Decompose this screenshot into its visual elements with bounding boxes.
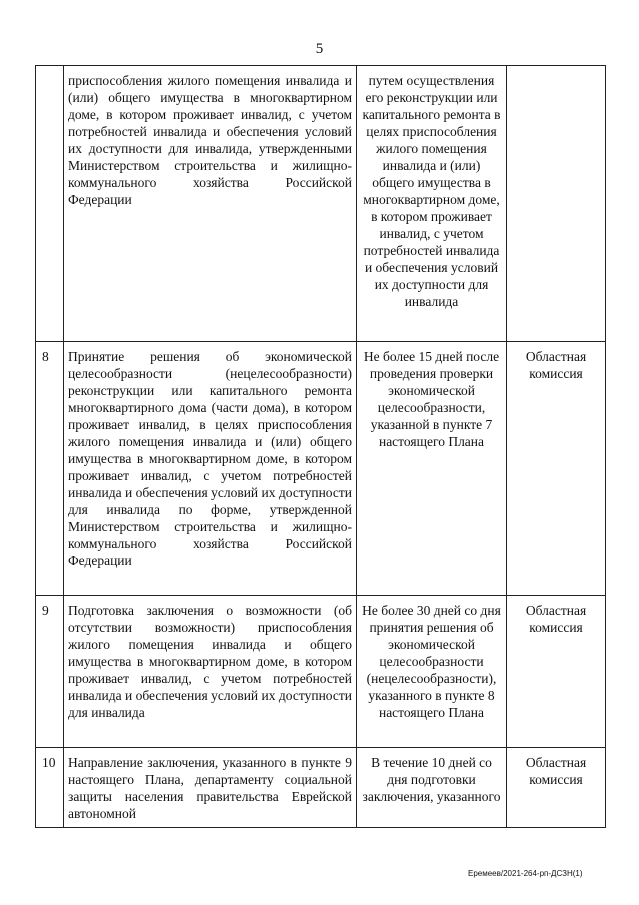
executor: Областная комиссия	[507, 342, 606, 596]
table-row	[36, 66, 606, 342]
row-number: 10	[36, 748, 64, 828]
action-description: Принятие решения об экономической целесообразности (нецелесообразности) реконструкции или капитального ремонта многоквартирного дома (части дома), в котором проживает инвалид, в целях приспособления жилого помещения инвалида и (или) общего имущества в многоквартирном доме, в котором проживает инвалид, с учетом потребностей инвалида и обеспечения условий их доступности для инвалида по форме, утвержденной Министерством строительства и жилищно-коммунального хозяйства Российской Федерации	[64, 342, 357, 596]
row-number: 8	[36, 342, 64, 596]
deadline: Не более 30 дней со дня принятия решения об экономической целесообразности (нецелесообразности), указанного в пункте 8 настоящего Плана	[357, 596, 507, 748]
executor	[507, 66, 606, 342]
deadline: путем осуществления его реконструкции или капитального ремонта в целях приспособления жилого помещения инвалида и (или) общего имущества в многоквартирном доме, в котором проживает инвалид, с учетом потребностей инвалида и обеспечения условий их доступности для инвалида	[357, 66, 507, 342]
deadline: В течение 10 дней со дня подготовки заключения, указанного	[357, 748, 507, 828]
executor: Областная комиссия	[507, 748, 606, 828]
table-row	[36, 748, 606, 828]
action-description: приспособления жилого помещения инвалида и (или) общего имущества в многоквартирном доме, в котором проживает инвалид, с учетом потребностей инвалида и обеспечения условий их доступности для инвалида, утвержденными Министерством строительства и жилищно-коммунального хозяйства Российской Федерации	[64, 66, 357, 342]
plan-table	[35, 65, 606, 828]
page-number: 5	[315, 41, 324, 57]
deadline: Не более 15 дней после проведения проверки экономической целесообразности, указанной в пункте 7 настоящего Плана	[357, 342, 507, 596]
table-row	[36, 342, 606, 596]
action-description: Направление заключения, указанного в пункте 9 настоящего Плана, департаменту социальной защиты населения правительства Еврейской автономной	[64, 748, 357, 828]
action-description: Подготовка заключения о возможности (об отсутствии возможности) приспособления жилого помещения инвалида и общего имущества в многоквартирном доме, в котором проживает инвалид, с учетом потребностей инвалида и обеспечения условий их доступности для инвалида	[64, 596, 357, 748]
row-number	[36, 66, 64, 342]
row-number: 9	[36, 596, 64, 748]
document-code: Еремеев/2021-264-рп-ДСЗН(1)	[468, 869, 583, 878]
executor: Областная комиссия	[507, 596, 606, 748]
table-row	[36, 596, 606, 748]
